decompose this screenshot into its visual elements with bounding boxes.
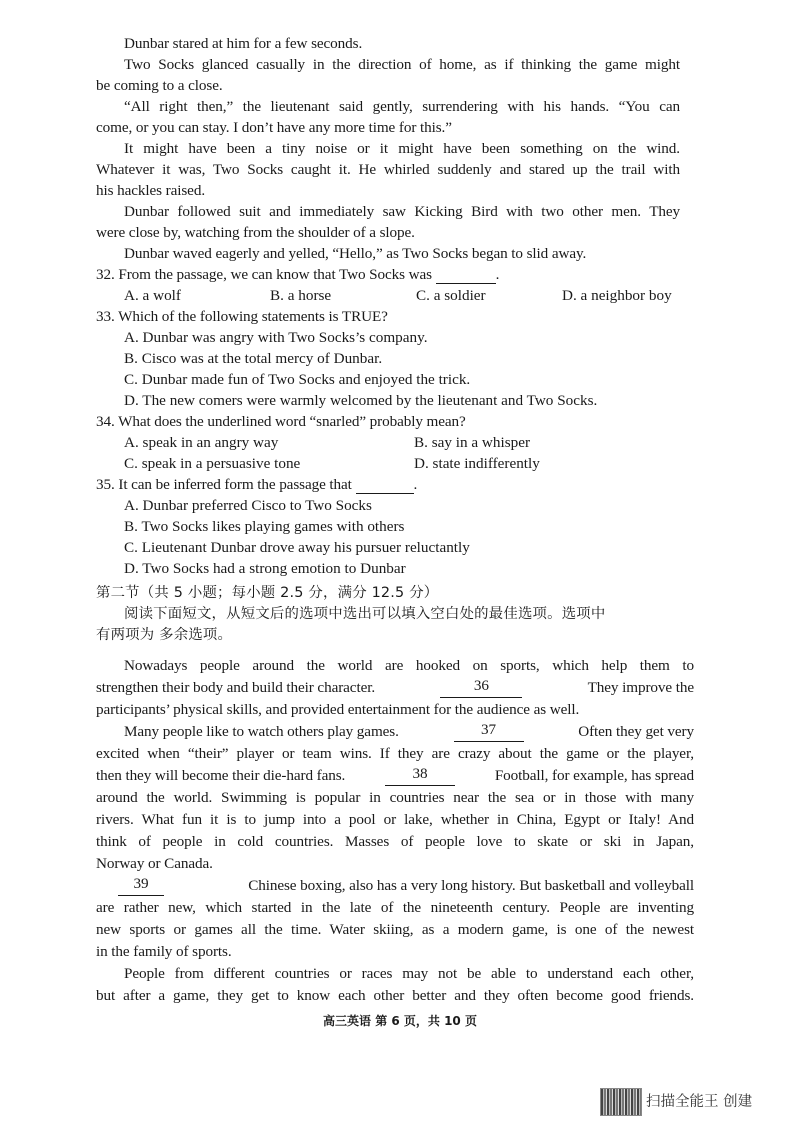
- option-b[interactable]: B. a horse: [270, 287, 332, 304]
- option-a[interactable]: A. Dunbar preferred Cisco to Two Socks: [124, 497, 372, 514]
- passage-line: strengthen their body and build their character. 36 They improve the: [96, 677, 694, 696]
- option-a[interactable]: A. speak in an angry way: [124, 434, 279, 451]
- option-c[interactable]: C. speak in a persuasive tone: [124, 455, 301, 472]
- passage-line: rivers. What fun it is to jump into a pool or lake, whether in China, Egypt or Italy! And: [96, 811, 694, 828]
- blank-38[interactable]: 38: [385, 766, 455, 786]
- passage-line: come, or you can stay. I don’t have any more time for this.”: [96, 119, 452, 136]
- section-heading: 第二节（共 5 小题；每小题 2.5 分，满分 12.5 分）: [96, 585, 439, 601]
- option-d[interactable]: D. a neighbor boy: [562, 287, 672, 304]
- section-instruction: 有两项为 多余选项。: [96, 627, 233, 643]
- passage-line: are rather new, which started in the late of the nineteenth century. People are inventing: [96, 899, 694, 916]
- passage-line: Many people like to watch others play games. 37 Often they get very: [124, 721, 694, 740]
- passage-line: but after a game, they get to know each other better and they often become good friends.: [96, 987, 694, 1004]
- option-c[interactable]: C. a soldier: [416, 287, 486, 304]
- passage-line: be coming to a close.: [96, 77, 223, 94]
- passage-line: Two Socks glanced casually in the direction of home, as if thinking the game might: [124, 56, 680, 73]
- question-35-stem: 35. It can be inferred form the passage that .: [96, 476, 418, 493]
- blank-39[interactable]: 39: [118, 876, 164, 896]
- passage-line: think of people in cold countries. Masses of people love to skate or ski in Japan,: [96, 833, 694, 850]
- passage-line: Dunbar stared at him for a few seconds.: [124, 35, 363, 52]
- question-32-stem: 32. From the passage, we can know that Two Socks was .: [96, 266, 500, 283]
- option-d[interactable]: D. Two Socks had a strong emotion to Dunbar: [124, 560, 406, 577]
- scanner-watermark: [600, 1086, 780, 1116]
- passage-line: “All right then,” the lieutenant said gently, surrendering with his hands. “You can: [124, 98, 680, 115]
- option-a[interactable]: A. Dunbar was angry with Two Socks’s company.: [124, 329, 428, 346]
- passage-line: 39 Chinese boxing, also has a very long history. But basketball and volleyball: [118, 876, 694, 896]
- passage-line: in the family of sports.: [96, 943, 232, 960]
- option-c[interactable]: C. Dunbar made fun of Two Socks and enjoyed the trick.: [124, 371, 471, 388]
- page-footer: 高三英语 第 6 页，共 10 页: [323, 1014, 477, 1028]
- passage-line: Dunbar waved eagerly and yelled, “Hello,” as Two Socks began to slid away.: [124, 245, 587, 262]
- passage-line: Nowadays people around the world are hooked on sports, which help them to: [124, 657, 694, 674]
- scanner-logo-icon: [600, 1088, 642, 1116]
- passage-line: excited when “their” player or team wins. If they are crazy about the game or the player,: [96, 745, 694, 762]
- section-instruction: 阅读下面短文，从短文后的选项中选出可以填入空白处的最佳选项。选项中: [124, 606, 606, 622]
- passage-line: People from different countries or races may not be able to understand each other,: [124, 965, 694, 982]
- blank-37[interactable]: 37: [454, 722, 524, 742]
- blank-36[interactable]: 36: [440, 678, 522, 698]
- watermark-text: 扫描全能王 创建: [646, 1094, 753, 1110]
- passage-line: around the world. Swimming is popular in countries near the sea or in those with many: [96, 789, 694, 806]
- option-b[interactable]: B. Cisco was at the total mercy of Dunbar.: [124, 350, 383, 367]
- option-c[interactable]: C. Lieutenant Dunbar drove away his pursuer reluctantly: [124, 539, 470, 556]
- passage-line: new sports or games all the time. Water skiing, as a modern game, is one of the newest: [96, 921, 694, 938]
- option-d[interactable]: D. The new comers were warmly welcomed by the lieutenant and Two Socks.: [124, 392, 598, 409]
- answer-blank[interactable]: [436, 267, 496, 284]
- option-b[interactable]: B. say in a whisper: [414, 434, 530, 451]
- question-33-stem: 33. Which of the following statements is TRUE?: [96, 308, 388, 325]
- option-d[interactable]: D. state indifferently: [414, 455, 540, 472]
- passage-line: Norway or Canada.: [96, 855, 213, 872]
- passage-line: his hackles raised.: [96, 182, 206, 199]
- passage-line: Whatever it was, Two Socks caught it. He whirled suddenly and stared up the trail with: [96, 161, 680, 178]
- passage-line: were close by, watching from the shoulder of a slope.: [96, 224, 415, 241]
- option-b[interactable]: B. Two Socks likes playing games with others: [124, 518, 405, 535]
- question-34-stem: 34. What does the underlined word “snarled” probably mean?: [96, 413, 466, 430]
- passage-line: participants’ physical skills, and provided entertainment for the audience as well.: [96, 701, 580, 718]
- passage-line: then they will become their die-hard fans. 38 Football, for example, has spread: [96, 765, 694, 784]
- passage-line: It might have been a tiny noise or it might have been something on the wind.: [124, 140, 680, 157]
- option-a[interactable]: A. a wolf: [124, 287, 181, 304]
- answer-blank[interactable]: [356, 477, 414, 494]
- passage-line: Dunbar followed suit and immediately saw Kicking Bird with two other men. They: [124, 203, 680, 220]
